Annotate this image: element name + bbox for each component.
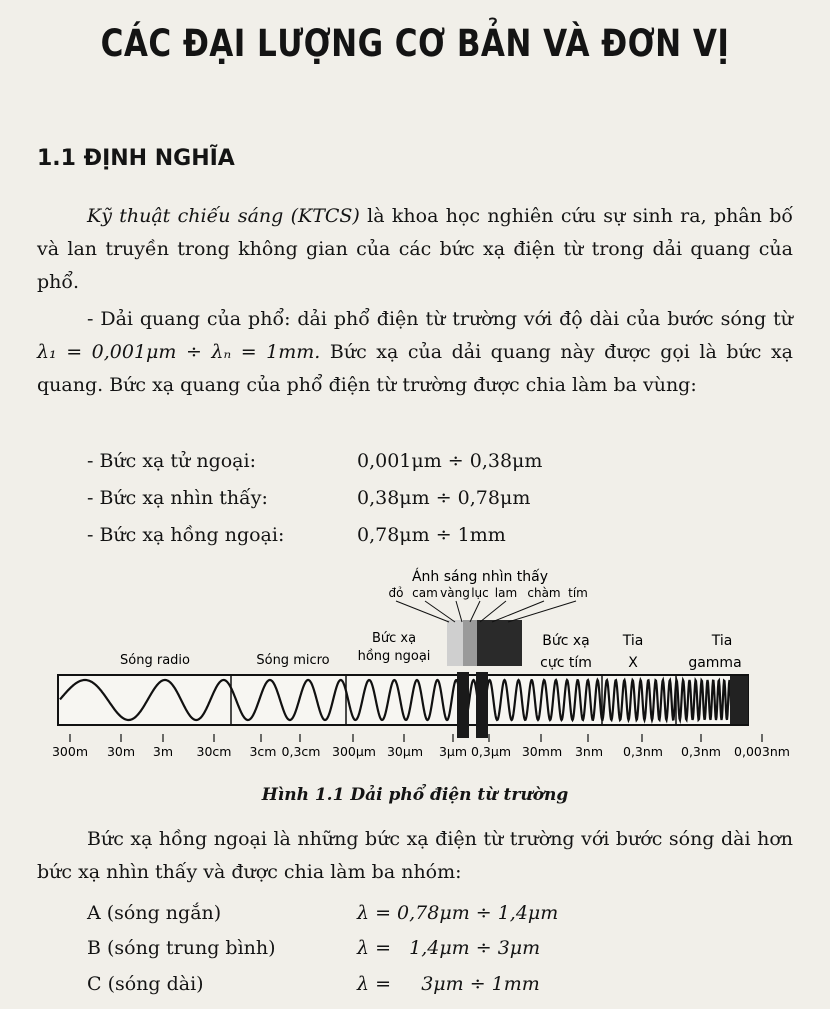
group-name: C (sóng dài) bbox=[87, 973, 204, 995]
color-label-blue: lam bbox=[494, 586, 518, 600]
visible-strip-yellow bbox=[463, 620, 477, 666]
definition-formula: λ₁ = 0,001μm ÷ λₙ = 1mm. bbox=[37, 341, 321, 363]
band-label-micro: Sóng micro bbox=[256, 653, 330, 668]
scale-label: 300μm bbox=[332, 744, 376, 759]
definition-text-2: Bức xạ của dải quang này được gọi là bức xạ quang. Bức xạ quang của phổ điện từ trường được chia làm ba vùng: bbox=[37, 341, 793, 396]
band-label-ultraviolet: Bức xạ bbox=[542, 633, 590, 649]
visible-light-header: Ánh sáng nhìn thấy bbox=[411, 569, 549, 585]
band-label-xray-2: X bbox=[628, 655, 638, 671]
group-formula: λ = 1,4μm ÷ 3μm bbox=[357, 937, 541, 959]
infrared-intro: Bức xạ hồng ngoại là những bức xạ điện từ trường với bước sóng dài hơn bức xạ nhìn thấy và được chia làm ba nhóm: bbox=[37, 828, 793, 883]
scale-label: 0,3μm bbox=[470, 744, 512, 759]
scale-labels bbox=[52, 744, 790, 759]
band-label-gamma: Tia bbox=[711, 633, 733, 649]
figure-caption: Hình 1.1 Dải phổ điện từ trường bbox=[261, 785, 569, 805]
band-label-xray: Tia bbox=[622, 633, 644, 649]
visible-strip-red bbox=[447, 620, 463, 666]
group-name: B (sóng trung bình) bbox=[87, 937, 276, 959]
visible-strip-violet bbox=[477, 620, 522, 666]
scale-label: 30cm bbox=[196, 744, 232, 759]
color-label-green: lục bbox=[471, 586, 489, 600]
scale-label: 0,3nm bbox=[623, 744, 663, 759]
section-heading: 1.1 ĐỊNH NGHĨA bbox=[37, 146, 235, 171]
color-label-red: đỏ bbox=[388, 586, 404, 600]
color-pointers bbox=[396, 601, 576, 622]
scale-label: 3m bbox=[152, 744, 174, 759]
region-range: 0,001μm ÷ 0,38μm bbox=[357, 450, 543, 472]
chapter-title: CÁC ĐẠI LƯỢNG CƠ BẢN VÀ ĐƠN VỊ bbox=[100, 22, 730, 65]
intro-term: Kỹ thuật chiếu sáng (KTCS) bbox=[87, 205, 360, 227]
region-name: - Bức xạ hồng ngoại: bbox=[87, 524, 285, 546]
definition-text-1: - Dải quang của phổ: dải phổ điện từ trường với độ dài của bước sóng từ bbox=[87, 308, 793, 330]
band-label-infrared: Bức xạ bbox=[371, 631, 417, 646]
group-formula: λ = 0,78μm ÷ 1,4μm bbox=[357, 902, 559, 924]
region-name: - Bức xạ tử ngoại: bbox=[87, 450, 256, 472]
color-label-yellow: vàng bbox=[440, 586, 470, 600]
region-range: 0,78μm ÷ 1mm bbox=[357, 524, 506, 546]
gamma-dense-region bbox=[730, 676, 748, 724]
scale-label: 30m bbox=[106, 744, 136, 759]
color-label-violet: tím bbox=[568, 586, 588, 600]
infrared-paragraph bbox=[37, 823, 793, 889]
band-label-ultraviolet-2: cực tím bbox=[540, 655, 592, 671]
scale-label: 30mm bbox=[521, 744, 563, 759]
intro-text: là khoa học nghiên cứu sự sinh ra, phân bố và lan truyền trong không gian của các bức xạ điện từ trong dải quang của phổ. bbox=[37, 205, 794, 293]
scale-label: 30μm bbox=[386, 744, 424, 759]
scale-label: 3μm bbox=[438, 744, 468, 759]
scale-label: 0,003nm bbox=[734, 744, 790, 759]
scale-label: 0,3nm bbox=[681, 744, 721, 759]
scale-label: 3nm bbox=[574, 744, 604, 759]
band-label-gamma-2: gamma bbox=[688, 655, 742, 671]
visible-marker-left bbox=[457, 672, 469, 738]
scale-label: 300m bbox=[51, 744, 89, 759]
color-label-indigo: chàm bbox=[527, 586, 561, 600]
group-name: A (sóng ngắn) bbox=[87, 902, 222, 924]
scale-ticks bbox=[70, 734, 762, 742]
band-label-infrared-2: hồng ngoại bbox=[357, 649, 431, 664]
region-name: - Bức xạ nhìn thấy: bbox=[87, 487, 268, 509]
region-range: 0,38μm ÷ 0,78μm bbox=[357, 487, 531, 509]
band-label-radio: Sóng radio bbox=[120, 653, 190, 668]
visible-marker-right bbox=[476, 672, 488, 738]
group-formula: λ = 3μm ÷ 1mm bbox=[357, 973, 540, 995]
scale-label: 0,3cm bbox=[281, 744, 321, 759]
color-label-orange: cam bbox=[412, 586, 438, 600]
scale-label: 3cm bbox=[249, 744, 277, 759]
